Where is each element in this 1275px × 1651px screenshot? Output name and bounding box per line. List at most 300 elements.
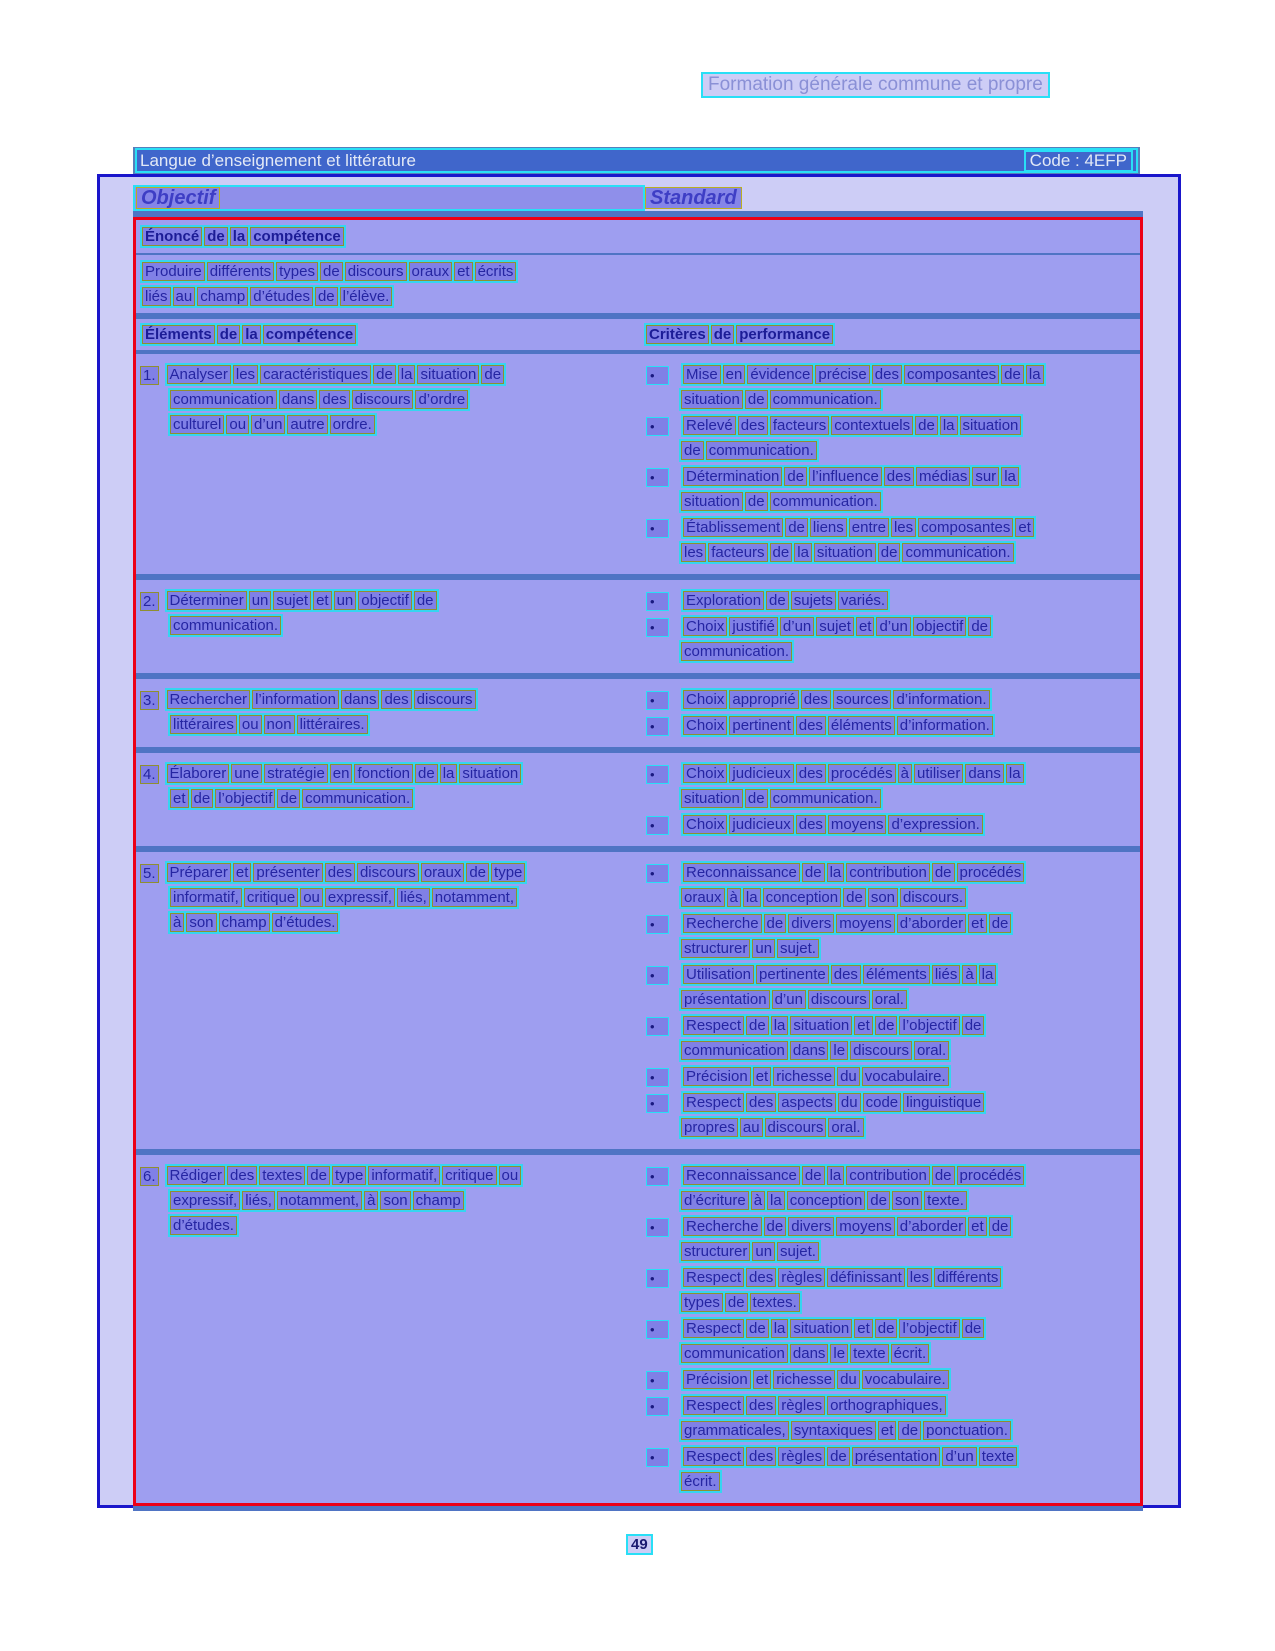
word-box: le [830, 1041, 848, 1060]
word-box: conception [787, 1191, 866, 1210]
word-box: écrit. [681, 1472, 720, 1491]
word-box: à [962, 965, 976, 984]
criteria-item [644, 516, 1140, 564]
word-box: discours [357, 863, 419, 882]
word-box: compétence [263, 325, 357, 344]
word-box: Rédiger [167, 1166, 226, 1185]
word-box: situation [681, 492, 743, 511]
word-box: liens [810, 518, 847, 537]
text-line [679, 1470, 722, 1493]
word-box: la [767, 1191, 785, 1210]
word-box: de [962, 1016, 985, 1035]
line-row [644, 688, 1140, 711]
word-box: Précision [683, 1370, 751, 1389]
word-box: de [875, 1016, 898, 1035]
word-box: des [801, 690, 831, 709]
word-box: au [740, 1118, 763, 1137]
word-box: communication. [681, 642, 792, 661]
word-box: de [968, 617, 991, 636]
word-box: linguistique [903, 1093, 984, 1112]
word-box: situation [790, 1319, 852, 1338]
criteria-item [644, 963, 1140, 1011]
word-box: liés, [397, 888, 430, 907]
line-row [679, 1189, 1140, 1212]
text-line [679, 1189, 969, 1212]
word-box: oraux [421, 863, 465, 882]
line-row [644, 1317, 1140, 1340]
line-row [679, 388, 1140, 411]
word-box: d’un [942, 1447, 976, 1466]
line-row [168, 713, 644, 736]
word-box: de [204, 227, 228, 246]
bullet-icon: • [646, 1167, 669, 1186]
word-box: structurer [681, 939, 750, 958]
text-line [681, 1317, 986, 1340]
word-box: de [843, 888, 866, 907]
text-line [165, 1164, 524, 1187]
word-box: la [1026, 365, 1044, 384]
criteria-item [644, 465, 1140, 513]
word-box: Choix [683, 690, 727, 709]
word-box: des [325, 863, 355, 882]
word-box: au [173, 287, 196, 306]
word-box: texte. [924, 1191, 967, 1210]
word-box: Choix [683, 764, 727, 783]
word-box: des [227, 1166, 257, 1185]
word-box: la [1001, 467, 1019, 486]
word-box: communication [681, 1041, 788, 1060]
word-box: Éléments [142, 325, 215, 344]
word-box: justifié [729, 617, 778, 636]
word-box: informatif, [170, 888, 242, 907]
text-line [679, 439, 819, 462]
word-box: d’information. [893, 690, 989, 709]
word-box: d’études. [170, 1216, 237, 1235]
word-box: de [785, 518, 808, 537]
line-row [679, 1240, 1140, 1263]
word-box: critique [442, 1166, 496, 1185]
word-box: type [491, 863, 525, 882]
word-box: les [233, 365, 258, 384]
word-box: des [746, 1447, 776, 1466]
word-box: de [320, 262, 343, 281]
line-row [168, 1214, 644, 1237]
word-box: liés, [242, 1191, 275, 1210]
line-row [679, 886, 1140, 909]
line-row [644, 516, 1140, 539]
criteria-item [644, 714, 1140, 737]
line-row [644, 589, 1140, 612]
line-row [168, 413, 644, 436]
text-line [168, 886, 519, 909]
word-box: la [771, 1016, 789, 1035]
word-box: communication. [770, 390, 881, 409]
line-row [644, 1266, 1140, 1289]
word-box: précise [815, 365, 869, 384]
word-box: procédés [957, 863, 1025, 882]
word-box: définissant [827, 1268, 905, 1287]
line-row [644, 813, 1140, 836]
word-box: en [330, 764, 353, 783]
column-header-right [644, 321, 1140, 348]
word-box: à [727, 888, 741, 907]
word-box: discours [352, 390, 414, 409]
word-box: différents [207, 262, 274, 281]
line-row [679, 490, 1140, 513]
line-row [679, 1039, 1140, 1062]
word-box: types [276, 262, 318, 281]
word-box: d’un [780, 617, 814, 636]
word-box: éléments [828, 716, 895, 735]
bullet-icon: • [646, 816, 669, 835]
text-line [679, 1039, 951, 1062]
word-box: Rechercher [167, 690, 251, 709]
criteria-item [644, 589, 1140, 612]
word-box: et [878, 1421, 897, 1440]
word-box: Énoncé [142, 227, 202, 246]
table-row [136, 1155, 1140, 1503]
word-box: l’objectif [899, 1016, 959, 1035]
word-box: champ [413, 1191, 464, 1210]
text-line [679, 388, 883, 411]
word-box: Déterminer [167, 591, 247, 610]
line-row [644, 615, 1140, 638]
word-box: la [398, 365, 416, 384]
criteria-item [644, 1394, 1140, 1442]
word-box: judicieux [729, 764, 793, 783]
word-box: richesse [773, 1067, 835, 1086]
bullet-icon: • [646, 618, 669, 637]
word-box: contribution [846, 863, 930, 882]
word-box: d’écriture [681, 1191, 749, 1210]
line-row [140, 225, 1140, 248]
item-number: 5. [140, 864, 159, 883]
word-box: la [440, 764, 458, 783]
word-box: dans [790, 1344, 829, 1363]
word-box: un [334, 591, 357, 610]
line-row [679, 640, 1140, 663]
word-box: Reconnaissance [683, 863, 800, 882]
line-row [679, 541, 1140, 564]
word-box: règles [778, 1268, 825, 1287]
word-box: littéraires. [297, 715, 368, 734]
criteria-cell [644, 587, 1140, 666]
word-box: textes [259, 1166, 305, 1185]
word-box: de [962, 1319, 985, 1338]
word-box: situation [681, 789, 743, 808]
line-row [679, 937, 1140, 960]
line-row [168, 614, 644, 637]
word-box: sujet. [777, 1242, 819, 1261]
word-box: composantes [904, 365, 999, 384]
word-box: discours [414, 690, 476, 709]
word-box: situation [960, 416, 1022, 435]
text-line [681, 813, 985, 836]
line-row [644, 414, 1140, 437]
word-box: pertinent [729, 716, 793, 735]
word-box: des [746, 1093, 776, 1112]
text-line [679, 1419, 1013, 1442]
text-line [681, 1266, 1003, 1289]
word-box: d’un [772, 990, 806, 1009]
word-box: de [802, 1166, 825, 1185]
text-line [679, 1342, 931, 1365]
word-box: de [414, 591, 437, 610]
word-box: d’études [250, 287, 313, 306]
element-cell [136, 587, 644, 666]
word-box: communication. [170, 616, 281, 635]
word-box: communication. [302, 789, 413, 808]
line-row [140, 363, 644, 386]
text-line [168, 614, 283, 637]
item-number: 1. [140, 366, 159, 385]
element-cell [136, 686, 644, 740]
word-box: Recherche [683, 914, 762, 933]
word-box: code [863, 1093, 902, 1112]
word-box: et [170, 789, 189, 808]
word-box: situation [417, 365, 479, 384]
word-box: compétence [250, 227, 344, 246]
word-box: propres [681, 1118, 738, 1137]
standard-band [645, 185, 742, 211]
table-row [136, 753, 1140, 846]
line-row [644, 1215, 1140, 1238]
word-box: de [878, 543, 901, 562]
word-box: sujet [273, 591, 311, 610]
text-line [168, 1214, 239, 1237]
word-box: la [794, 543, 812, 562]
text-line [681, 1215, 1013, 1238]
word-box: structurer [681, 1242, 750, 1261]
word-box: Produire [142, 262, 205, 281]
word-box: de [867, 1191, 890, 1210]
word-box: oraux [409, 262, 453, 281]
word-box: une [231, 764, 262, 783]
word-box: des [796, 764, 826, 783]
word-box: performance [736, 325, 833, 344]
word-box: Mise [683, 365, 721, 384]
word-box: dans [279, 390, 318, 409]
text-line [681, 688, 992, 711]
word-box: d’aborder [897, 914, 966, 933]
word-box: de [725, 1293, 748, 1312]
word-box: objectif [358, 591, 412, 610]
bullet-icon: • [646, 1320, 669, 1339]
word-box: ou [499, 1166, 522, 1185]
word-box: de [481, 365, 504, 384]
word-box: composantes [918, 518, 1013, 537]
line-row [644, 1164, 1140, 1187]
word-box: informatif, [368, 1166, 440, 1185]
word-box: et [753, 1067, 772, 1086]
criteria-cell [644, 361, 1140, 567]
word-box: de [466, 863, 489, 882]
bullet-icon: • [646, 717, 669, 736]
word-box: ou [226, 415, 249, 434]
text-line [681, 1065, 951, 1088]
text-line [168, 1189, 466, 1212]
enonce-statement [136, 255, 1140, 313]
word-box: communication [170, 390, 277, 409]
word-box: la [827, 1166, 845, 1185]
table-row [136, 354, 1140, 574]
word-box: discours [808, 990, 870, 1009]
word-box: dans [965, 764, 1004, 783]
word-box: types [681, 1293, 723, 1312]
word-box: Respect [683, 1016, 744, 1035]
line-row [679, 787, 1140, 810]
word-box: de [315, 287, 338, 306]
word-box: de [989, 1217, 1012, 1236]
word-box: judicieux [729, 815, 793, 834]
word-box: moyens [828, 815, 887, 834]
line-row [644, 963, 1140, 986]
word-box: le [830, 1344, 848, 1363]
text-line [681, 714, 995, 737]
line-row [140, 589, 644, 612]
word-box: moyens [836, 1217, 895, 1236]
criteria-item [644, 615, 1140, 663]
word-box: sujet. [777, 939, 819, 958]
text-line [681, 762, 1026, 785]
word-box: de [1001, 365, 1024, 384]
word-box: de [766, 591, 789, 610]
word-box: conception [763, 888, 842, 907]
text-line [681, 1091, 986, 1114]
word-box: son [186, 913, 216, 932]
line-row [140, 688, 644, 711]
word-box: de [784, 467, 807, 486]
text-line [679, 1240, 821, 1263]
word-box: du [838, 1093, 861, 1112]
word-box: les [907, 1268, 932, 1287]
line-row [168, 911, 644, 934]
text-line [681, 363, 1046, 386]
line-row [679, 1116, 1140, 1139]
word-box: situation [790, 1016, 852, 1035]
word-box: et [753, 1370, 772, 1389]
word-box: la [230, 227, 249, 246]
word-box: et [233, 863, 252, 882]
word-box: des [884, 467, 914, 486]
word-box: notamment, [277, 1191, 362, 1210]
line-row [140, 285, 1140, 308]
word-box: de [932, 863, 955, 882]
word-box: Reconnaissance [683, 1166, 800, 1185]
word-box: de [989, 914, 1012, 933]
word-box: sujets [791, 591, 836, 610]
word-box: aspects [778, 1093, 836, 1112]
word-box: communication. [770, 789, 881, 808]
word-box: règles [778, 1396, 825, 1415]
item-number: 2. [140, 592, 159, 611]
word-box: la [242, 325, 261, 344]
criteria-cell [644, 760, 1140, 839]
word-box: et [856, 617, 875, 636]
table-bottom-border [133, 1506, 1143, 1511]
word-box: la [1006, 764, 1024, 783]
word-box: vocabulaire. [862, 1067, 949, 1086]
item-number: 3. [140, 691, 159, 710]
word-box: présenter [253, 863, 322, 882]
word-box: Préparer [167, 863, 231, 882]
line-row [644, 1091, 1140, 1114]
criteria-item [644, 1215, 1140, 1263]
text-line [679, 886, 968, 909]
word-box: médias [916, 467, 970, 486]
word-box: de [745, 789, 768, 808]
element-cell [136, 1162, 644, 1496]
word-box: des [746, 1268, 776, 1287]
word-box: communication. [770, 492, 881, 511]
word-box: un [752, 939, 775, 958]
word-box: Respect [683, 1396, 744, 1415]
line-row [168, 388, 644, 411]
word-box: l’influence [809, 467, 882, 486]
word-box: discours [765, 1118, 827, 1137]
bullet-icon: • [646, 519, 669, 538]
bullet-icon: • [646, 417, 669, 436]
line-row [140, 260, 1140, 283]
line-row [644, 363, 1140, 386]
subject-header-line [135, 148, 1138, 173]
word-box: à [751, 1191, 765, 1210]
word-box: d’aborder [897, 1217, 966, 1236]
word-box: richesse [773, 1370, 835, 1389]
word-box: à [364, 1191, 378, 1210]
criteria-cell [644, 686, 1140, 740]
standard-label: Standard [645, 187, 742, 209]
word-box: textes. [750, 1293, 800, 1312]
word-box: discours. [900, 888, 966, 907]
word-box: pertinente [756, 965, 829, 984]
word-box: Choix [683, 617, 727, 636]
criteria-item [644, 1164, 1140, 1212]
word-box: les [681, 543, 706, 562]
text-line [681, 861, 1026, 884]
text-line [679, 1291, 802, 1314]
word-box: littéraires [170, 715, 237, 734]
bullet-icon: • [646, 1017, 669, 1036]
element-cell [136, 361, 644, 567]
table-rows [136, 354, 1140, 1503]
word-box: liés [932, 965, 961, 984]
word-box: notamment, [432, 888, 517, 907]
word-box: présentation [681, 990, 770, 1009]
text-line [681, 516, 1036, 539]
word-box: de [802, 863, 825, 882]
text-line [168, 713, 370, 736]
word-box: Relevé [683, 416, 736, 435]
word-box: un [249, 591, 272, 610]
line-row [140, 762, 644, 785]
text-line [681, 1445, 1019, 1468]
element-cell [136, 859, 644, 1142]
text-line [679, 988, 909, 1011]
text-line [679, 787, 883, 810]
criteria-item [644, 1445, 1140, 1493]
line-row [644, 1065, 1140, 1088]
line-row [679, 988, 1140, 1011]
bullet-icon: • [646, 366, 669, 385]
text-line [168, 388, 470, 411]
word-box: la [827, 863, 845, 882]
column-headers [136, 319, 1140, 350]
word-box: évidence [747, 365, 813, 384]
line-row [644, 762, 1140, 785]
item-number: 6. [140, 1167, 159, 1186]
line-row [679, 1470, 1140, 1493]
